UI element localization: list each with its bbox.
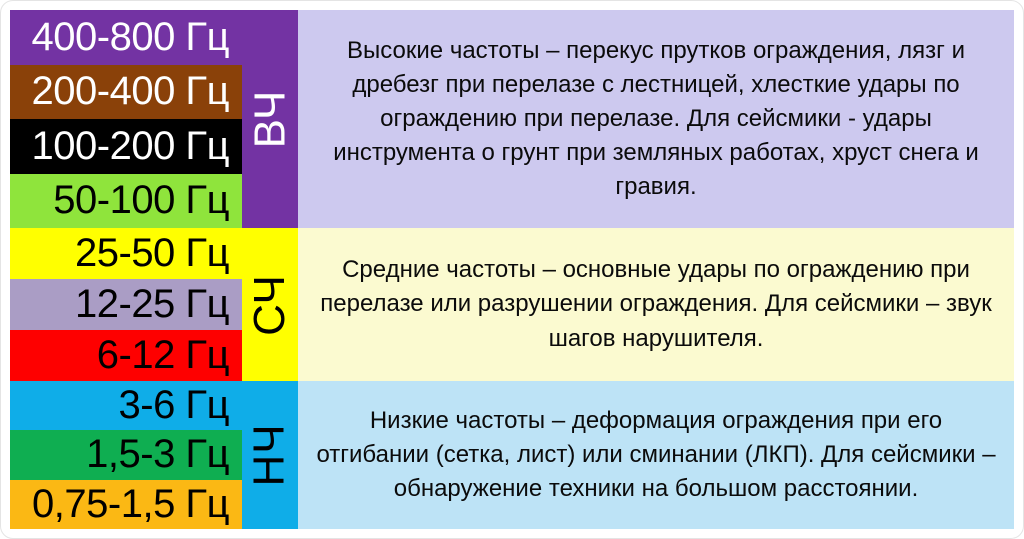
description-text-vch: Высокие частоты – перекус прутков ограждения, лязг и дребезг при перелазе с лестницей, хлесткие удары по ограждению при перелазе. Для сейсмики - удары инструмента о грунт при земляных работах, хруст снега и гравия. bbox=[333, 36, 979, 201]
freq-row-25-50hz: 25-50 Гц bbox=[10, 228, 242, 279]
band-label-column-vch bbox=[242, 10, 298, 228]
freq-row-400-800hz: 400-800 Гц bbox=[10, 10, 242, 65]
band-column-nch bbox=[10, 381, 298, 529]
band-label-column-nch bbox=[242, 381, 298, 529]
freq-row-100-200hz: 100-200 Гц bbox=[10, 119, 242, 174]
freq-row-200-400hz: 200-400 Гц bbox=[10, 65, 242, 120]
group-high-frequency bbox=[10, 10, 1014, 228]
band-label-column-sch bbox=[242, 228, 298, 381]
description-text-sch: Средние частоты – основные удары по ограждению при перелазе или разрушении ограждения. Для сейсмики – звук шагов нарушителя. bbox=[320, 256, 992, 352]
description-text-nch: Низкие частоты – деформация ограждения при его отгибании (сетка, лист) или сминании (ЛКП). Для сейсмики – обнаружение техники на большом расстоянии. bbox=[316, 406, 996, 503]
band-label-sch: СЧ bbox=[245, 273, 295, 336]
freq-rows-nch bbox=[10, 381, 242, 529]
infographic-content bbox=[10, 10, 1014, 529]
band-column-sch bbox=[10, 228, 298, 381]
freq-row-3-6hz: 3-6 Гц bbox=[10, 381, 242, 430]
band-label-nch: НЧ bbox=[245, 423, 295, 487]
band-column-vch bbox=[10, 10, 298, 228]
group-low-frequency bbox=[10, 381, 1014, 529]
freq-row-1p5-3hz: 1,5-3 Гц bbox=[10, 430, 242, 479]
group-mid-frequency bbox=[10, 228, 1014, 381]
freq-row-50-100hz: 50-100 Гц bbox=[10, 174, 242, 229]
description-panel-vch bbox=[298, 10, 1014, 228]
freq-rows-sch bbox=[10, 228, 242, 381]
freq-rows-vch bbox=[10, 10, 242, 228]
freq-row-12-25hz: 12-25 Гц bbox=[10, 279, 242, 330]
band-label-vch: ВЧ bbox=[245, 89, 295, 149]
description-panel-sch bbox=[298, 228, 1014, 381]
freq-row-0p75-1p5hz: 0,75-1,5 Гц bbox=[10, 480, 242, 529]
description-panel-nch bbox=[298, 381, 1014, 529]
freq-row-6-12hz: 6-12 Гц bbox=[10, 330, 242, 381]
